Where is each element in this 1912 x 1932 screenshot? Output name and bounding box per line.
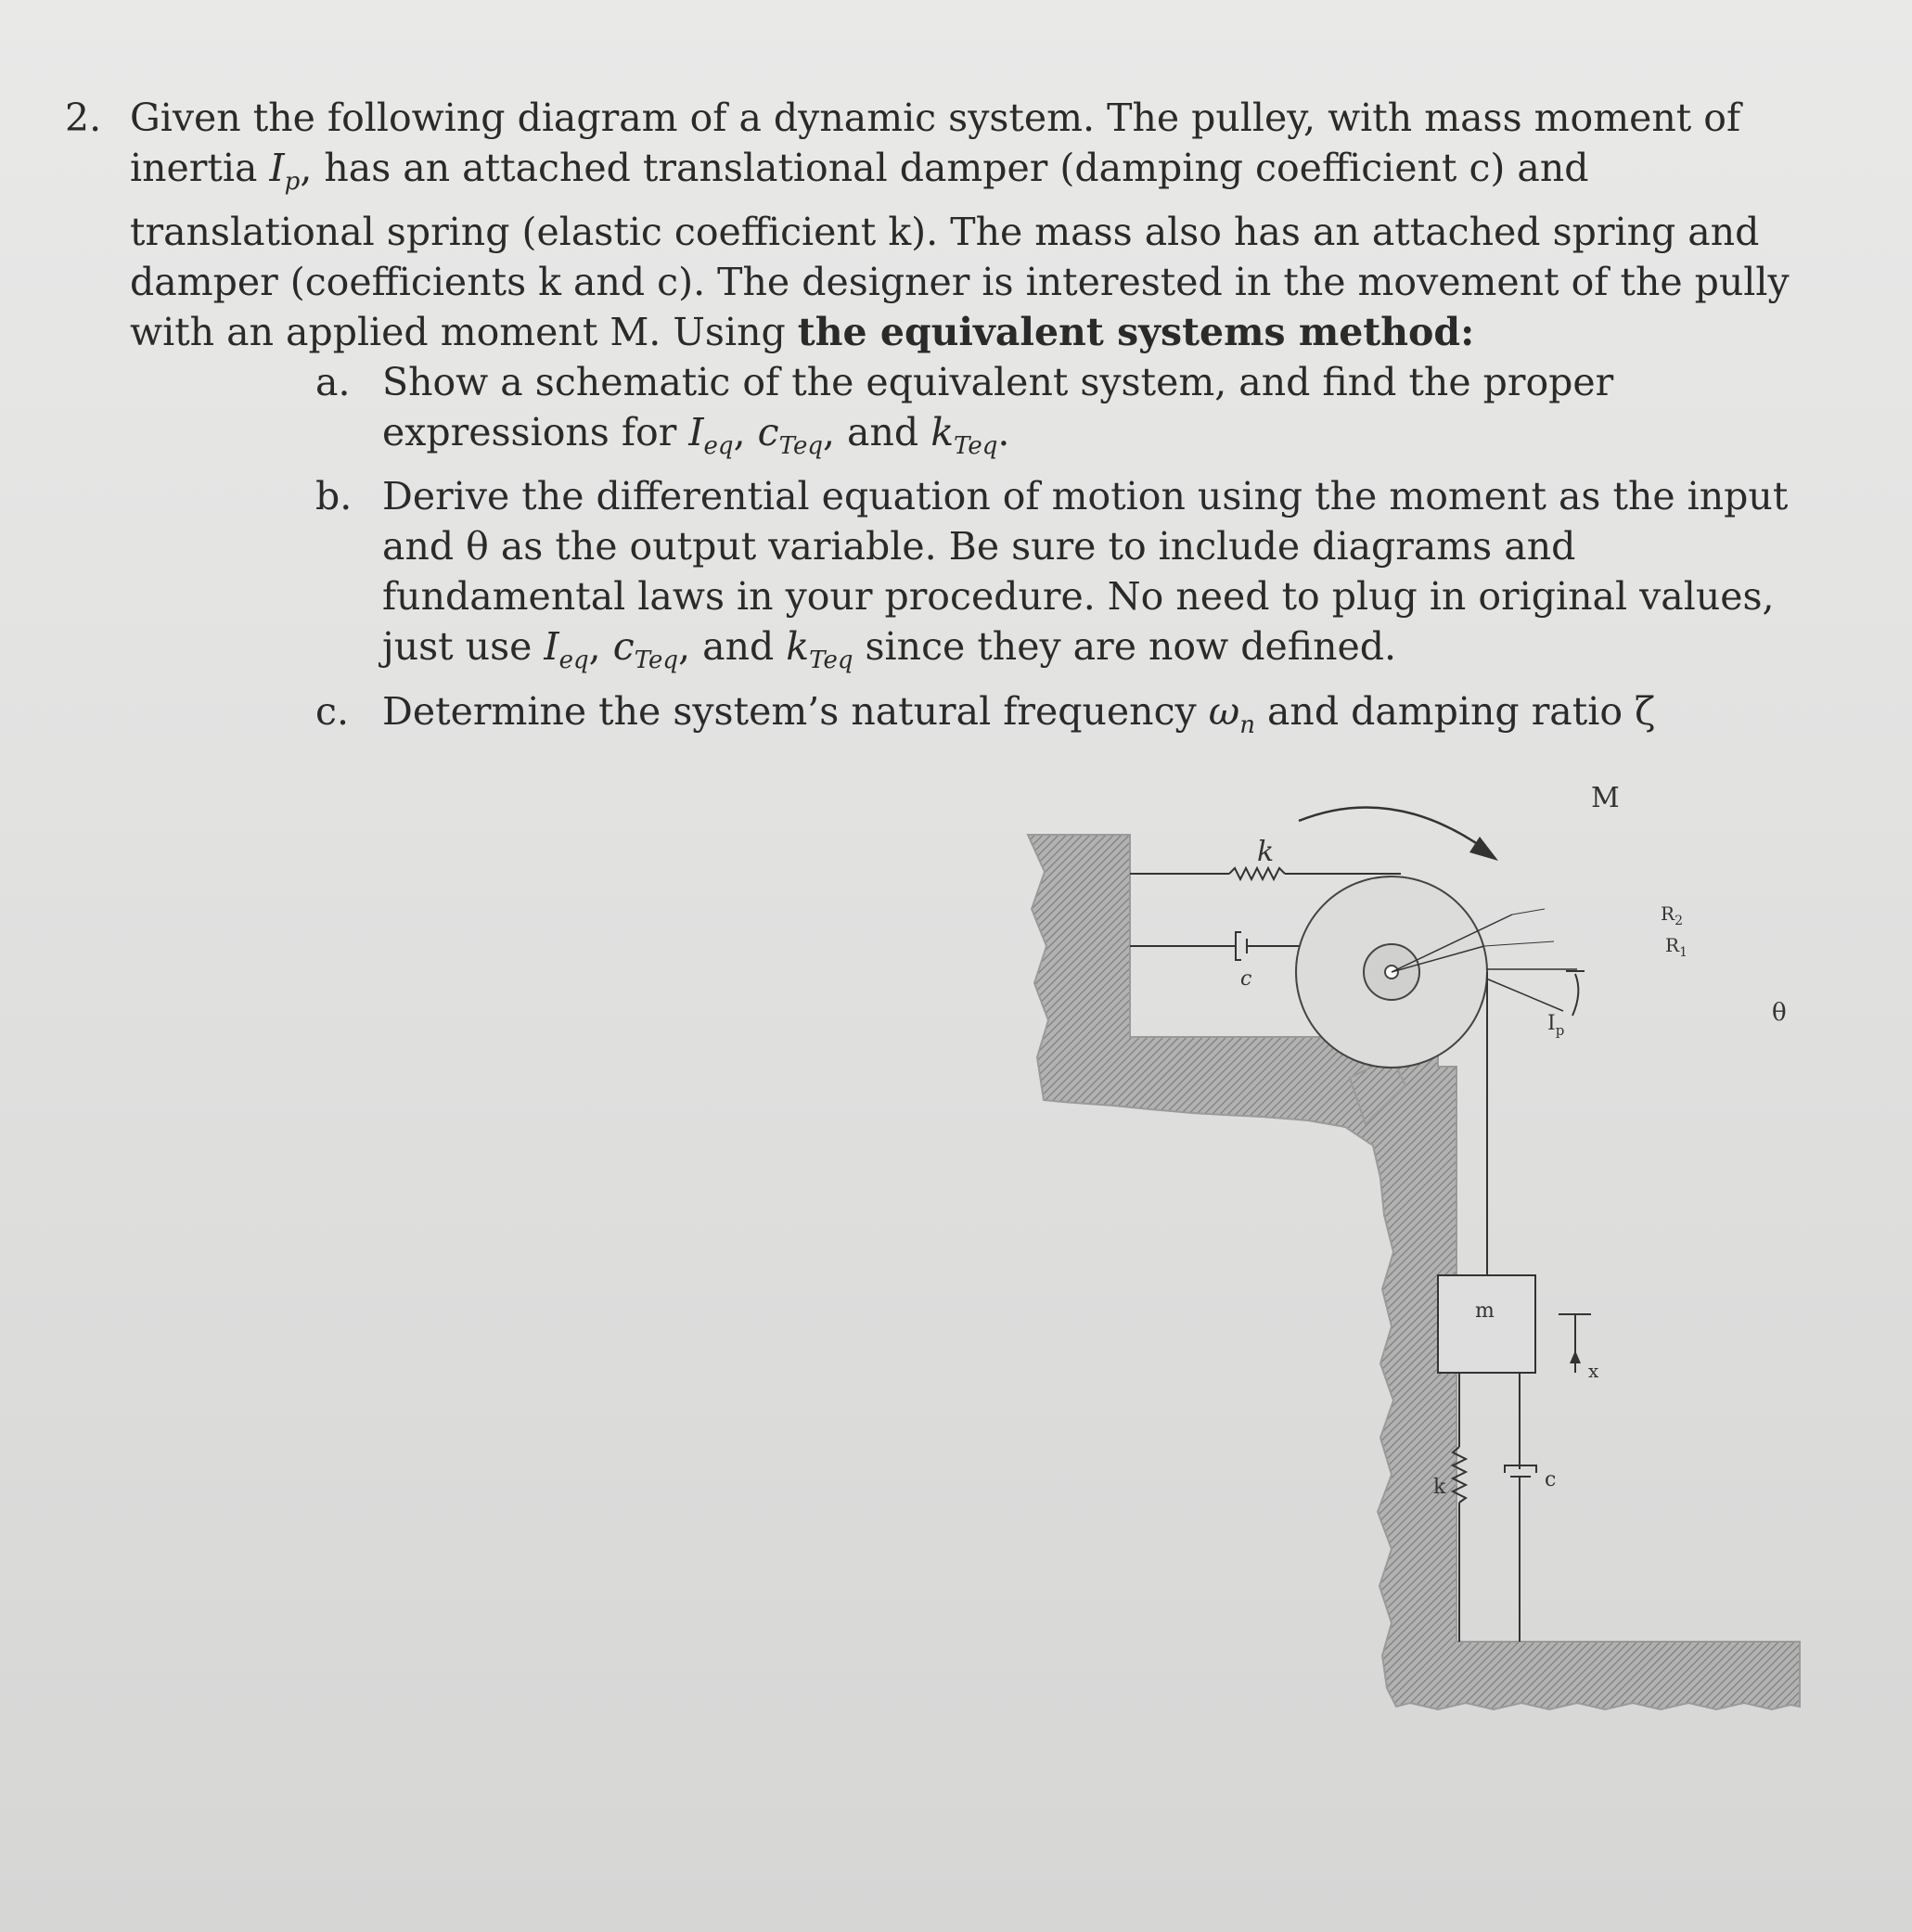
stem-text-1: Given the following diagram of a dynamic system. The pulley, with mass moment of inertia <box>130 96 1741 190</box>
pulley-system-diagram <box>1011 779 1809 1799</box>
symbol-ieq: $I_{eq}$ <box>688 410 734 461</box>
label-damper-bottom: c <box>1545 1468 1557 1491</box>
part-a: a. Show a schematic of the equivalent system, and find the proper expressions for $I_{eq}$, $c_{Teq}$, and $k_{Teq}$. <box>315 357 1809 471</box>
problem-stem <box>130 93 1809 357</box>
problem-number: 2. <box>65 96 102 140</box>
part-letter: c. <box>315 688 349 734</box>
label-theta: θ <box>1772 999 1787 1027</box>
part-c: c. Determine the system’s natural frequency $\omega_n$ and damping ratio ζ <box>315 686 1809 750</box>
part-letter: a. <box>315 360 351 405</box>
label-r1: $R_1$ <box>1665 934 1687 960</box>
label-spring-top: k <box>1257 836 1275 868</box>
r2-leader <box>1512 909 1545 915</box>
part-letter: b. <box>315 474 353 519</box>
theta-arc <box>1572 974 1578 1016</box>
part-b: b. Derive the differential equation of motion using the moment as the input and θ as the output variable. Be sure to include diagrams and fundamental laws in your procedure. No need to plug in original values, just use $I_{eq}$, $c_{Teq}$, and $k_{Teq}$ since they are now defined. <box>315 471 1809 685</box>
r1-leader <box>1484 941 1554 946</box>
symbol-ieq: $I_{eq}$ <box>544 624 589 675</box>
symbol-kteq: $k_{Teq}$ <box>786 624 853 675</box>
moment-arrow <box>1299 807 1484 849</box>
label-damper-top: c <box>1240 967 1252 991</box>
symbol-cteq: $c_{Teq}$ <box>757 410 823 461</box>
top-spring-coil <box>1229 868 1285 879</box>
x-arrowhead <box>1570 1350 1581 1363</box>
label-r2: $R_2$ <box>1661 902 1683 928</box>
symbol-omega-n: $\omega_n$ <box>1208 688 1255 739</box>
label-x: x <box>1588 1360 1599 1382</box>
label-inertia: $I_p$ <box>1547 1012 1565 1039</box>
label-moment: M <box>1591 782 1620 814</box>
problem-2 <box>65 93 1809 750</box>
parts-list <box>315 357 1809 750</box>
stem-method-bold: the equivalent systems method: <box>797 310 1475 355</box>
stem-text-2: , has an attached translational damper (damping coefficient c) and translational spring (elastic coefficient k). The mass also has an attached spring and damper (coefficients k and c). The designer is interested in the movement of the pully with an applied moment M. Using <box>130 146 1790 355</box>
label-mass: m <box>1475 1299 1495 1323</box>
moment-arrowhead <box>1469 837 1498 861</box>
top-damper-body <box>1236 932 1247 960</box>
symbol-cteq: $c_{Teq}$ <box>612 624 679 675</box>
theta-rot-line <box>1486 979 1563 1011</box>
symbol-kteq: $k_{Teq}$ <box>930 410 998 461</box>
inertia-symbol: $I_p$ <box>269 146 301 197</box>
label-spring-bottom: k <box>1433 1476 1446 1499</box>
mass-block <box>1438 1275 1535 1373</box>
